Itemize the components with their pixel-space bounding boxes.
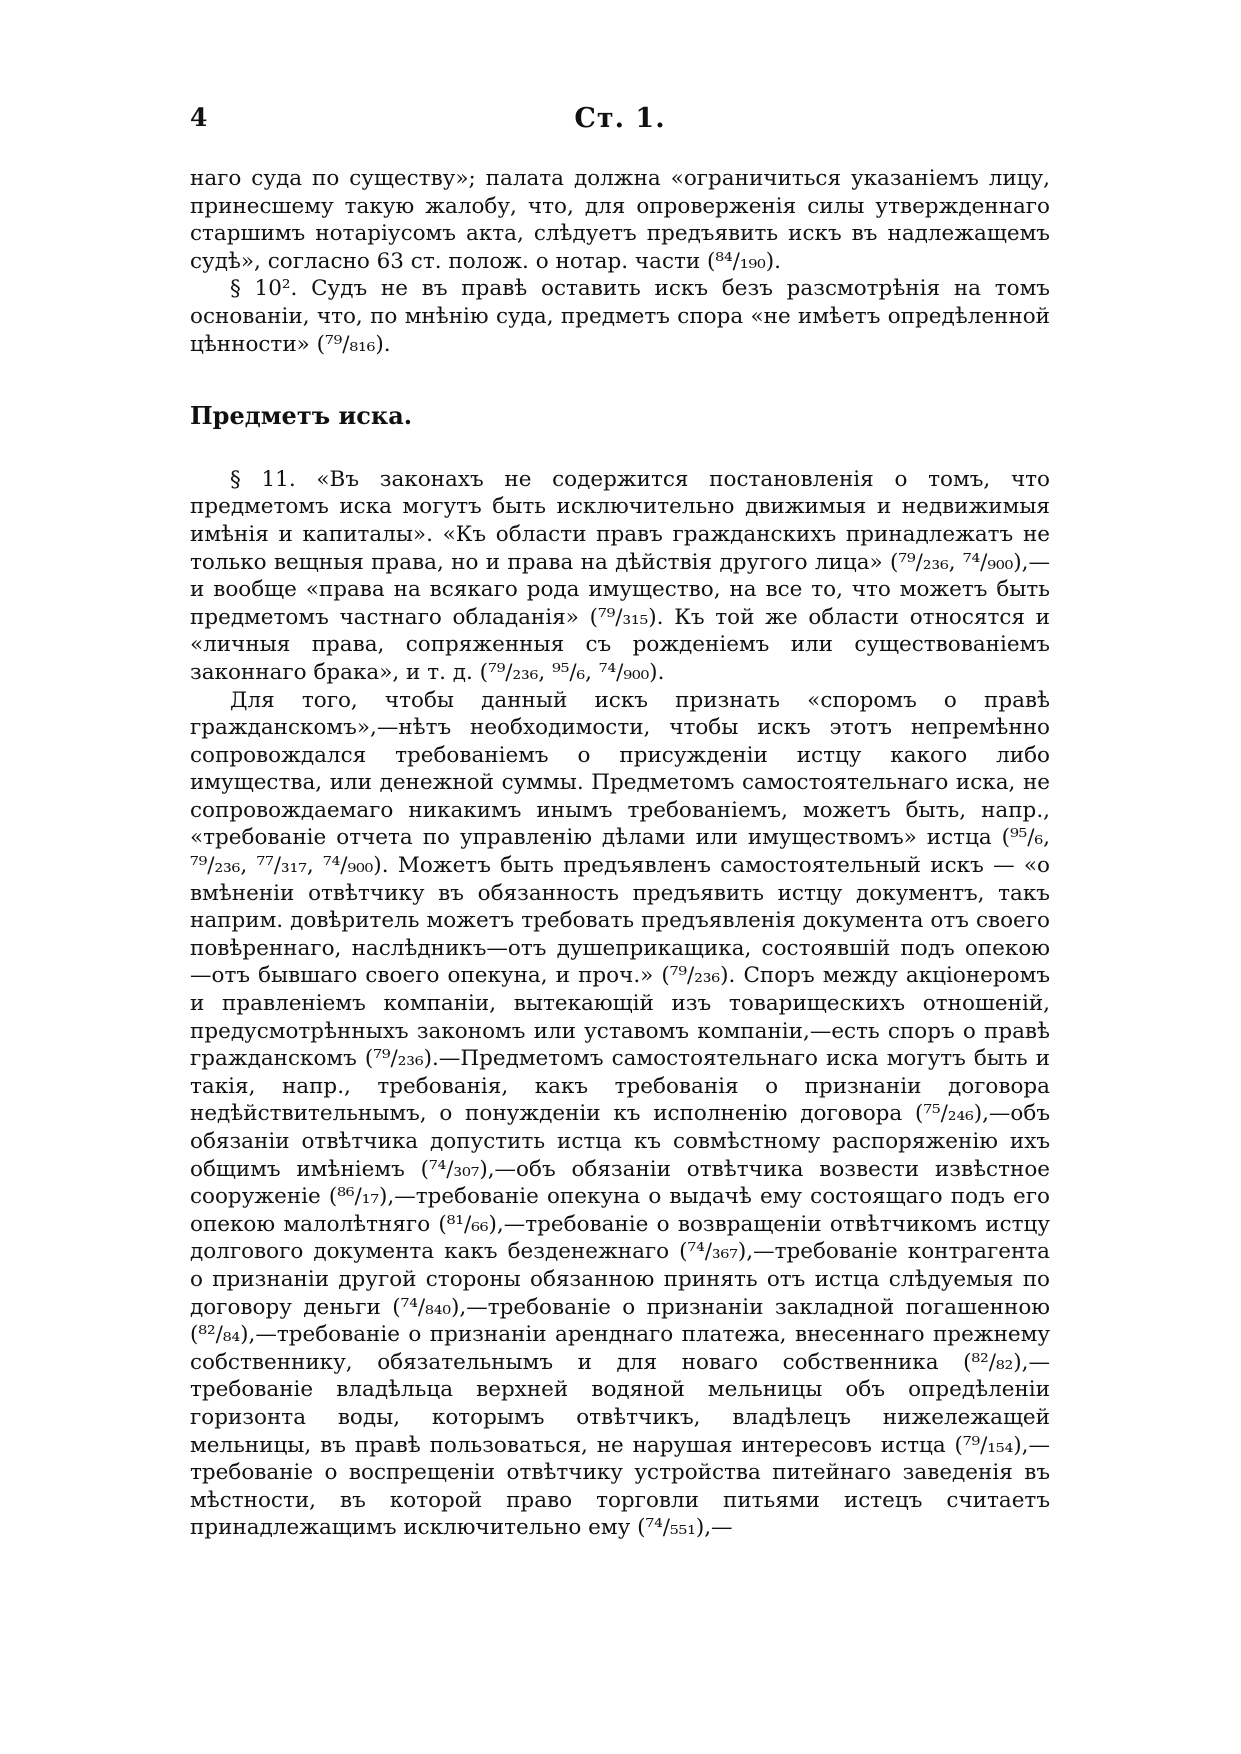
running-head: Ст. 1. <box>574 103 666 134</box>
page-number: 4 <box>190 103 208 132</box>
page-body <box>190 165 1050 1542</box>
paragraph-section-11: § 11. «Въ законахъ не содержится постановленія о томъ, что предметомъ иска могутъ быть исключительно движимыя и недвижимыя имѣнія и капиталы». «Къ области правъ гражданскихъ принадлежатъ не только вещныя права, но и права на дѣйствія другого лица» (⁷⁹/₂₃₆, ⁷⁴/₉₀₀),—и вообще «права на всякаго рода имущество, на все то, что можетъ быть предметомъ частнаго обладанія» (⁷⁹/₃₁₅). Къ той же области относятся и «личныя права, сопряженныя съ рожденіемъ или существованіемъ законнаго брака», и т. д. (⁷⁹/₂₃₆, ⁹⁵/₆, ⁷⁴/₉₀₀). <box>190 466 1050 685</box>
paragraph-main: Для того, чтобы данный искъ признать «споромъ о правѣ гражданскомъ»,—нѣтъ необходимости, чтобы искъ этотъ непремѣнно сопровождался требованіемъ о присужденіи истцу какого либо имущества, или денежной суммы. Предметомъ самостоятельнаго иска, не сопровождаемаго никакимъ инымъ требованіемъ, можетъ быть, напр., «требованіе отчета по управленію дѣлами или имуществомъ» истца (⁹⁵/₆, ⁷⁹/₂₃₆, ⁷⁷/₃₁₇, ⁷⁴/₉₀₀). Можетъ быть предъявленъ самостоятельный искъ — «о вмѣненіи отвѣтчику въ обязанность предъявить истцу документъ, такъ наприм. довѣритель можетъ требовать предъявленія документа отъ своего повѣреннаго, наслѣдникъ—отъ душеприкащика, состоявшій подъ опекою—отъ бывшаго своего опекуна, и проч.» (⁷⁹/₂₃₆). Споръ между акціонеромъ и правленіемъ компаніи, вытекающій изъ товарищескихъ отношеній, предусмотрѣнныхъ закономъ или уставомъ компаніи,—есть споръ о правѣ гражданскомъ (⁷⁹/₂₃₆).—Предметомъ самостоятельнаго иска могутъ быть и такія, напр., требованія, какъ требованія о признаніи договора недѣйствительнымъ, о понужденіи къ исполненію договора (⁷⁵/₂₄₆),—объ обязаніи отвѣтчика допустить истца къ совмѣстному распоряженію ихъ общимъ имѣніемъ (⁷⁴/₃₀₇),—объ обязаніи отвѣтчика возвести извѣстное сооруженіе (⁸⁶/₁₇),—требованіе опекуна о выдачѣ ему состоящаго подъ его опекою малолѣтняго (⁸¹/₆₆),—требованіе о возвращеніи отвѣтчикомъ истцу долгового документа какъ безденежнаго (⁷⁴/₃₆₇),—требованіе контрагента о признаніи другой стороны обязанною принять отъ истца слѣдуемыя по договору деньги (⁷⁴/₈₄₀),—требованіе о признаніи закладной погашенною (⁸²/₈₄),—требованіе о признаніи аренднаго платежа, внесеннаго прежнему собственнику, обязательнымъ и для новаго собственника (⁸²/₈₂),—требованіе владѣльца верхней водяной мельницы объ опредѣленіи горизонта воды, которымъ отвѣтчикъ, владѣлецъ нижележащей мельницы, въ правѣ пользоваться, не нарушая интересовъ истца (⁷⁹/₁₅₄),—требованіе о воспрещеніи отвѣтчику устройства питейнаго заведенія въ мѣстности, въ которой право торговли питьями истецъ считаетъ принадлежащимъ исключительно ему (⁷⁴/₅₅₁),— <box>190 687 1050 1541</box>
paragraph-continuation: наго суда по существу»; палата должна «ограничиться указаніемъ лицу, принесшему такую жалобу, что, для опроверженія силы утвержденнаго старшимъ нотаріусомъ акта, слѣдуетъ предъявить искъ въ надлежащемъ судѣ», согласно 63 ст. полож. о нотар. части (⁸⁴/₁₉₀). <box>190 166 1050 274</box>
section-heading: Предметъ иска. <box>190 401 413 431</box>
page-header <box>190 103 1050 143</box>
paragraph-section-10-2: § 10². Судъ не въ правѣ оставить искъ безъ разсмотрѣнія на томъ основаніи, что, по мнѣнію суда, предметъ спора «не имѣетъ опредѣленной цѣнности» (⁷⁹/₈₁₆). <box>190 276 1050 357</box>
